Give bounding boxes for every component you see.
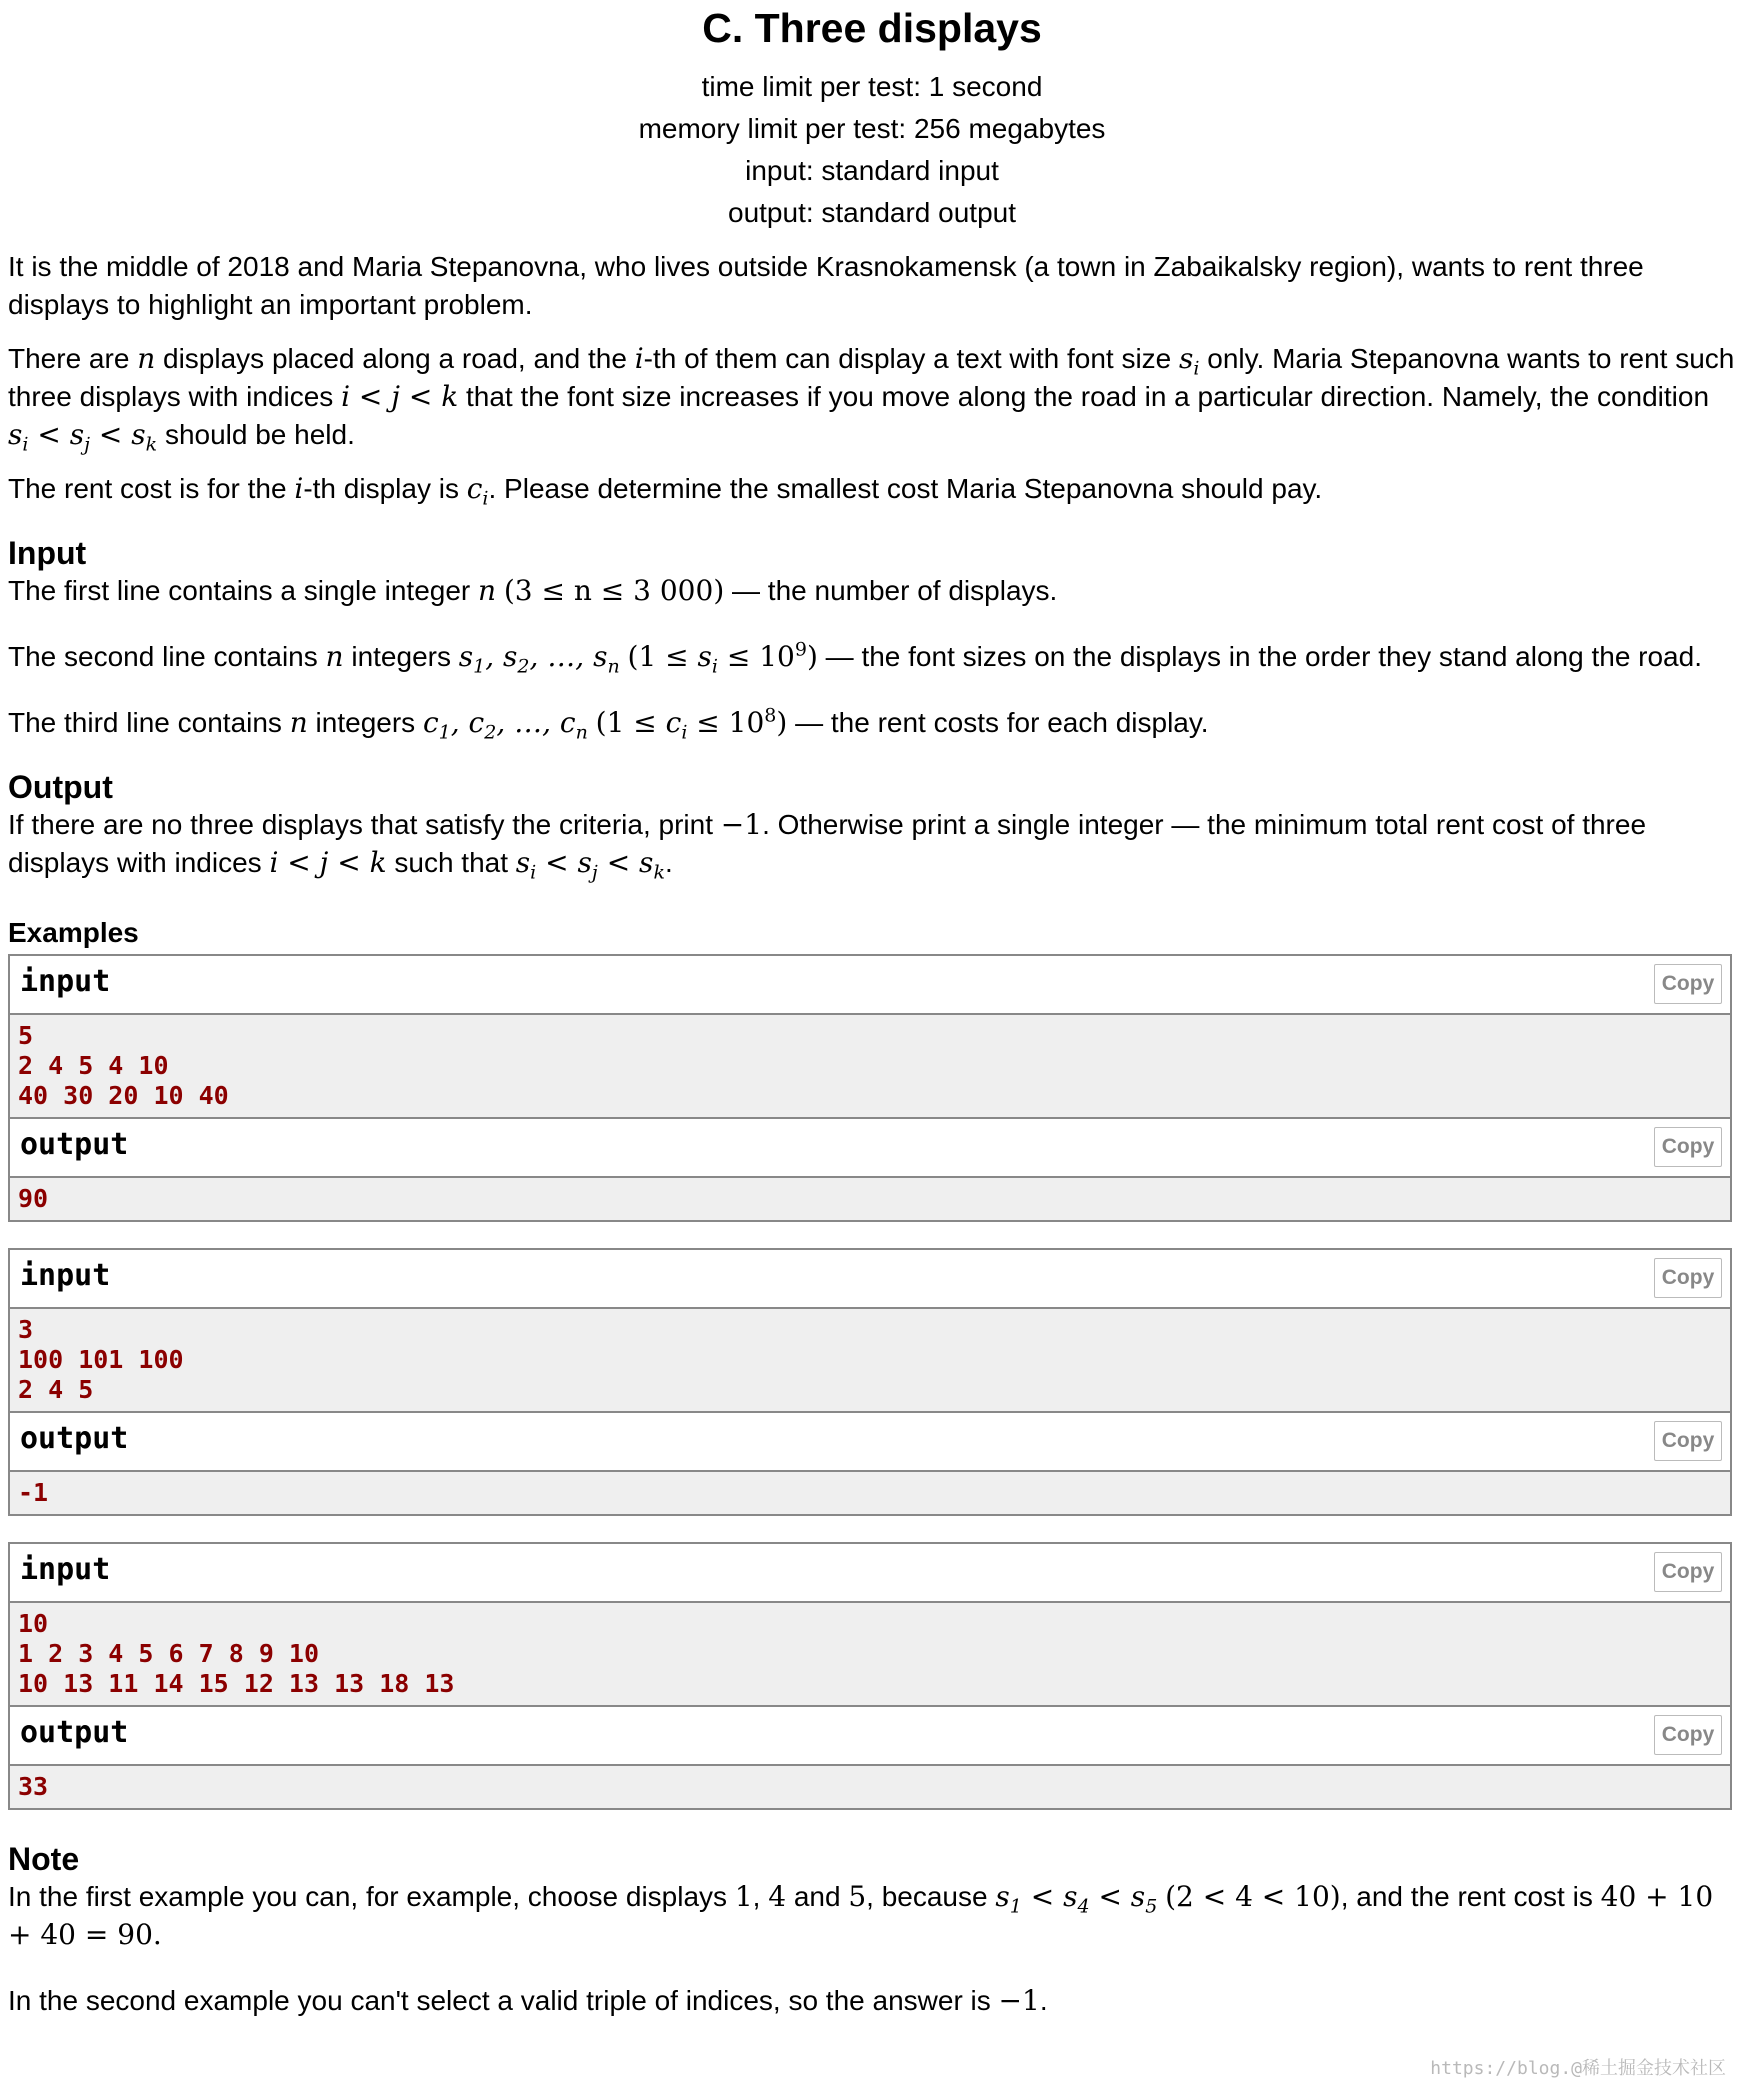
sample-header [10, 1119, 1730, 1178]
samples-container [8, 954, 1736, 1810]
sample-label: output [20, 1127, 129, 1162]
input-section-title: Input [8, 535, 87, 571]
sample-line: 10 [18, 1609, 49, 1638]
output-description: If there are no three displays that satisfy the criteria, print −1. Otherwise print a single integer — the minimum total rent cost of three displays with indices i < j < k such that $s_i < s_j < s_k$. [8, 808, 1647, 884]
sample-label: output [20, 1421, 129, 1456]
copy-button[interactable]: Copy [1654, 1421, 1722, 1461]
sample-input-content [10, 1309, 1730, 1413]
sample-label: input [20, 964, 111, 999]
sample-header [10, 956, 1730, 1015]
input-file: input: standard input [745, 155, 999, 186]
output-file: output: standard output [728, 197, 1016, 228]
sample-line: 2 4 5 [18, 1375, 94, 1404]
sample-output-content [10, 1472, 1730, 1514]
output-section-title: Output [8, 769, 113, 805]
examples-title: Examples [8, 917, 139, 948]
input-line-3: The third line contains n integers $c_1$, $c_2$, …, $c_n$ $(1 \le c_i \le 10^8)$ — the rent costs for each display. [8, 704, 1209, 744]
problem-page [8, 0, 1736, 2020]
watermark: https://blog.@稀土掘金技术社区 [1430, 2058, 1726, 2079]
sample-output-content [10, 1766, 1730, 1808]
problem-header [8, 0, 1736, 234]
sample-header [10, 1250, 1730, 1309]
sample-line: 90 [18, 1184, 49, 1213]
memory-limit: memory limit per test: 256 megabytes [638, 113, 1106, 144]
sample-line: 2 4 5 4 10 [18, 1051, 169, 1080]
time-limit: time limit per test: 1 second [701, 71, 1043, 102]
copy-button[interactable]: Copy [1654, 1258, 1722, 1298]
sample-header [10, 1413, 1730, 1472]
copy-button[interactable]: Copy [1654, 1715, 1722, 1755]
copy-button[interactable]: Copy [1654, 1552, 1722, 1592]
statement-paragraph-2: There are n displays placed along a road, and the i-th of them can display a text with font size $s_i$ only. Maria Stepanovna wants to rent such three displays with indices i < j < k that the font size increases if you move along the road in a particular direction. Namely, the condition $s_i < s_j < s_k$ should be held. [8, 342, 1735, 456]
problem-title: C. Three displays [702, 5, 1042, 51]
sample-line: 10 13 11 14 15 12 13 13 18 13 [18, 1669, 455, 1698]
sample-test [8, 1542, 1732, 1810]
sample-line: 1 2 3 4 5 6 7 8 9 10 [18, 1639, 320, 1668]
sample-line: -1 [18, 1478, 49, 1507]
sample-label: output [20, 1715, 129, 1750]
copy-button[interactable]: Copy [1654, 964, 1722, 1004]
sample-header [10, 1544, 1730, 1603]
sample-line: 40 30 20 10 40 [18, 1081, 229, 1110]
note-title: Note [8, 1841, 80, 1877]
sample-line: 33 [18, 1772, 49, 1801]
sample-line: 100 101 100 [18, 1345, 184, 1374]
note-section [8, 1840, 1736, 2020]
examples-section [8, 916, 1736, 1810]
sample-line: 3 [18, 1315, 34, 1344]
sample-label: input [20, 1552, 111, 1587]
output-section [8, 768, 1736, 882]
note-paragraph-1: In the first example you can, for example, choose displays 1, 4 and 5, because $s_1 < s_4 < s_5$ (2 < 4 < 10), and the rent cost is 40 + 10 + 40 = 90. [8, 1880, 1714, 1951]
sample-input-content [10, 1015, 1730, 1119]
sample-label: input [20, 1258, 111, 1293]
sample-test [8, 1248, 1732, 1516]
problem-statement [8, 248, 1736, 508]
statement-paragraph-3: The rent cost is for the i-th display is $c_i$. Please determine the smallest cost Maria Stepanovna should pay. [8, 472, 1323, 510]
sample-output-content [10, 1178, 1730, 1220]
input-line-2: The second line contains n integers $s_1$, $s_2$, …, $s_n$ $(1 \le s_i \le 10^9)$ — the font sizes on the displays in the order they stand along the road. [8, 638, 1702, 678]
copy-button[interactable]: Copy [1654, 1127, 1722, 1167]
sample-input-content [10, 1603, 1730, 1707]
input-line-1: The first line contains a single integer n (3 ≤ n ≤ 3 000) — the number of displays. [8, 574, 1058, 607]
sample-header [10, 1707, 1730, 1766]
note-paragraph-2: In the second example you can't select a valid triple of indices, so the answer is −1. [8, 1984, 1048, 2017]
input-section [8, 534, 1736, 742]
statement-paragraph-1: It is the middle of 2018 and Maria Stepanovna, who lives outside Krasnokamensk (a town in Zabaikalsky region), wants to rent three displays to highlight an important problem. [8, 251, 1644, 320]
sample-line: 5 [18, 1021, 34, 1050]
sample-test [8, 954, 1732, 1222]
